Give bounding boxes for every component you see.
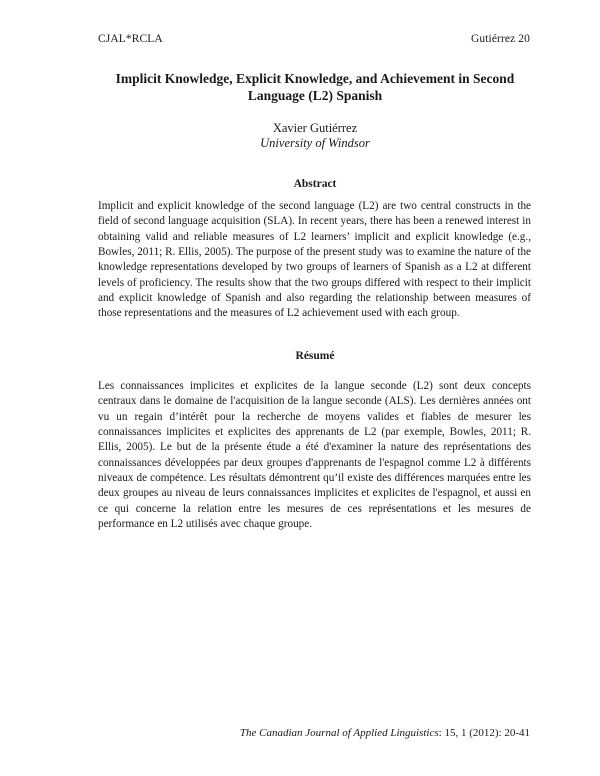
paper-title: Implicit Knowledge, Explicit Knowledge, and Achievement in Second Language (L2) Spanish [115,71,515,103]
abstract-text: Implicit and explicit knowledge of the second language (L2) are two central constructs in the field of second language acquisition (SLA). In recent years, there has been a renewed interest in obtaining valid and reliable measures of L2 learners’ implicit and explicit knowledge (e.g., Bowles, 2011; R. Ellis, 2005). The purpose of the present study was to examine the nature of the knowledge representations developed by two groups of learners of Spanish as a L2 at different levels of proficiency. The results show that the two groups differed with respect to their implicit and explicit knowledge of Spanish and also regarding the relationship between measures of those representations and the measures of L2 achievement used with each group. [98,200,531,320]
resume-text: Les connaissances implicites et explicites de la langue seconde (L2) sont deux concepts centraux dans le domaine de l'acquisition de la langue seconde (ALS). Les dernières années ont vu un regain d’intérêt pour la recherche de moyens valides et fiables de mesurer les connaissances implicites et explicites des apprenants de L2 (par exemple, Bowles, 2011; R. Ellis, 2005). Le but de la présente étude a été d'examiner la nature des représentations des connaissances développées par deux groupes d'apprenants de l'espagnol comme L2 à différents niveaux de compétence. Les résultats démontrent qu’il existe des différences marquées entre les deux groupes au niveau de leurs connaissances implicites et explicites de l'espagnol, et aussi en ce qui concerne la relation entre les mesures de ces représentations et les mesures de performance en L2 utilisés avec chaque groupe. [98,380,531,531]
footer-journal-name: The Canadian Journal of Applied Linguistics [239,727,439,739]
abstract-heading: Abstract [293,178,337,190]
author-name: Xavier Gutiérrez [272,121,358,135]
footer-volume-pages: : 15, 1 (2012): 20-41 [438,727,530,739]
resume-heading: Résumé [295,350,335,362]
author-affiliation: University of Windsor [260,136,370,150]
running-header-page: Gutiérrez 20 [471,33,530,45]
footer-citation [240,727,530,739]
running-header-journal: CJAL*RCLA [98,33,163,45]
